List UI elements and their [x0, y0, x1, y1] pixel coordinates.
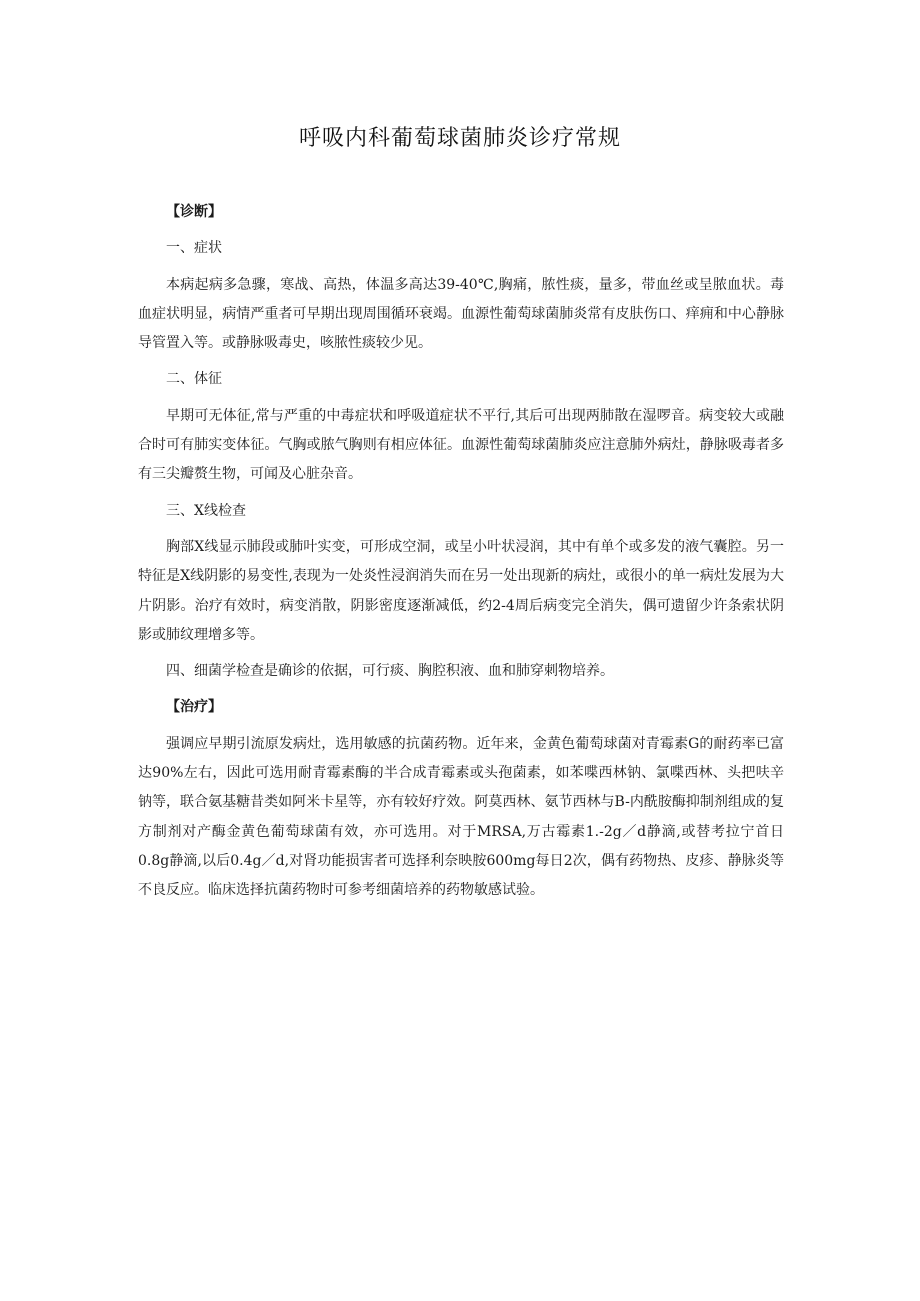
treatment-section-label: 【治疗】 [166, 699, 222, 716]
document-title: 呼吸内科葡萄球菌肺炎诊疗常规 [298, 126, 621, 151]
symptoms-heading: 一、症状 [166, 240, 222, 257]
diagnosis-section-label: 【诊断】 [166, 204, 222, 220]
symptoms-paragraph: 本病起病多急骤，寒战、高热，体温多高达39-40℃,胸痛，脓性痰，量多，带血丝或呈脓血状。毒血症状明显，病情严重者可早期出现周围循环衰竭。血源性葡萄球菌肺炎常有皮肤伤口、痒痈和中心静脉导管置入等。或静脉吸毒史，咳脓性痰较少见。 [138, 276, 784, 352]
xray-paragraph: 胸部X线显示肺段或肺叶实变，可形成空洞，或呈小叶状浸润，其中有单个或多发的液气囊腔。另一特征是X线阴影的易变性,表现为一处炎性浸润消失而在另一处出现新的病灶，或很小的单一病灶发展为大片阴影。治疗有效时，病变消散，阴影密度逐渐减低，约2-4周后病变完全消失，偶可遗留少许条索状阴影或肺纹理增多等。 [138, 538, 784, 643]
signs-paragraph: 早期可无体征,常与严重的中毒症状和呼吸道症状不平行,其后可出现两肺散在湿啰音。病变较大或融合时可有肺实变体征。气胸或脓气胸则有相应体征。血源性葡萄球菌肺炎应注意肺外病灶，静脉吸毒者多有三尖瓣赘生物，可闻及心脏杂音。 [138, 407, 784, 483]
xray-heading: 三、X线检查 [166, 502, 246, 519]
document-body [138, 198, 784, 913]
signs-heading: 二、体征 [166, 371, 222, 388]
bacteriology-paragraph: 四、细菌学检查是确诊的依据，可行痰、胸腔积液、血和肺穿刺物培养。 [166, 663, 614, 680]
treatment-paragraph: 强调应早期引流原发病灶，选用敏感的抗菌药物。近年来，金黄色葡萄球菌对青霉素G的耐药率已富达90%左右，因此可选用耐青霉素酶的半合成青霉素或头孢菌素，如苯喋西林钠、氯喋西林、头把呋辛钠等，联合氨基糖昔类如阿米卡星等，亦有较好疗效。阿莫西林、氨节西林与B-内酰胺酶抑制剂组成的复方制剂对产酶金黄色葡萄球菌有效，亦可选用。对于MRSA,万古霉素1.-2g／d静滴,或替考拉宁首日0.8g静滴,以后0.4g／d,对肾功能损害者可选择利奈映胺600mg每日2次，偶有药物热、皮疹、静脉炎等不良反应。临床选择抗菌药物时可参考细菌培养的药物敏感试验。 [138, 735, 784, 899]
